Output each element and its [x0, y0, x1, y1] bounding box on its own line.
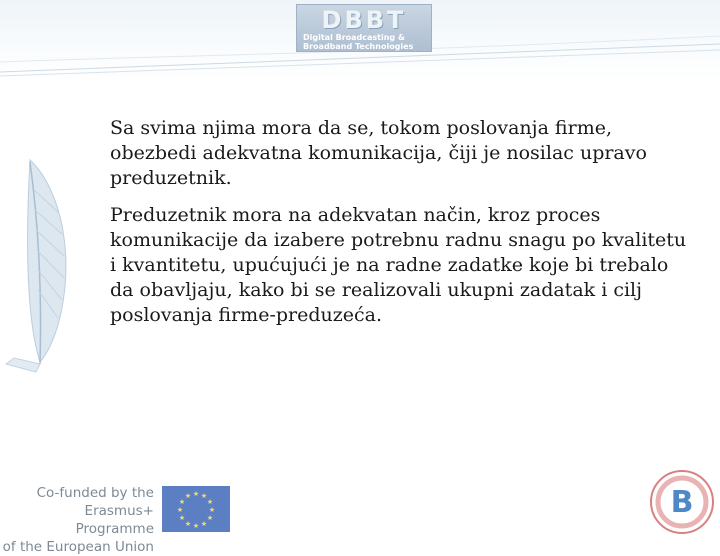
- dbbt-logo: [296, 4, 432, 52]
- svg-text:★: ★: [178, 514, 186, 522]
- badge-letter: B: [670, 485, 694, 520]
- svg-text:★: ★: [206, 498, 214, 506]
- svg-text:★: ★: [176, 506, 184, 514]
- svg-text:★: ★: [184, 520, 192, 528]
- svg-text:★: ★: [208, 506, 216, 514]
- dbbt-logo-line1: Digital Broadcasting &: [303, 33, 405, 42]
- svg-text:★: ★: [184, 492, 192, 500]
- main-text: [110, 116, 690, 340]
- eu-line-2: Erasmus+ Programme: [75, 503, 154, 537]
- dbbt-logo-line2: Broadband Technologies: [303, 42, 414, 51]
- eu-cofunded-text: [2, 484, 154, 556]
- eu-stars: [162, 486, 230, 532]
- svg-text:★: ★: [200, 492, 208, 500]
- paragraph-1: Sa svima njima mora da se, tokom poslovanja firme, obezbedi adekvatna komunikacija, čiji je nosilac upravo preduzetnik.: [110, 117, 647, 189]
- paragraph-2: Preduzetnik mora na adekvatan način, kroz proces komunikacije da izabere potrebnu radnu snagu po kvalitetu i kvantitetu, upućujući je na radne zadatke koje bi trebalo da obavljaju, kako bi se realizovali ukupni zadatak i cilj poslovanja firme-preduzeća.: [110, 204, 687, 326]
- svg-text:★: ★: [178, 498, 186, 506]
- eu-flag-icon: [162, 486, 230, 532]
- round-badge-logo: [648, 468, 716, 536]
- feather-quill-icon: [0, 150, 100, 380]
- dbbt-logo-title: DBBT: [321, 6, 407, 34]
- eu-line-3: of the European Union: [2, 539, 154, 555]
- svg-text:★: ★: [192, 490, 200, 498]
- eu-line-1: Co-funded by the: [36, 485, 154, 501]
- svg-text:★: ★: [206, 514, 214, 522]
- svg-text:★: ★: [200, 520, 208, 528]
- svg-text:★: ★: [192, 522, 200, 530]
